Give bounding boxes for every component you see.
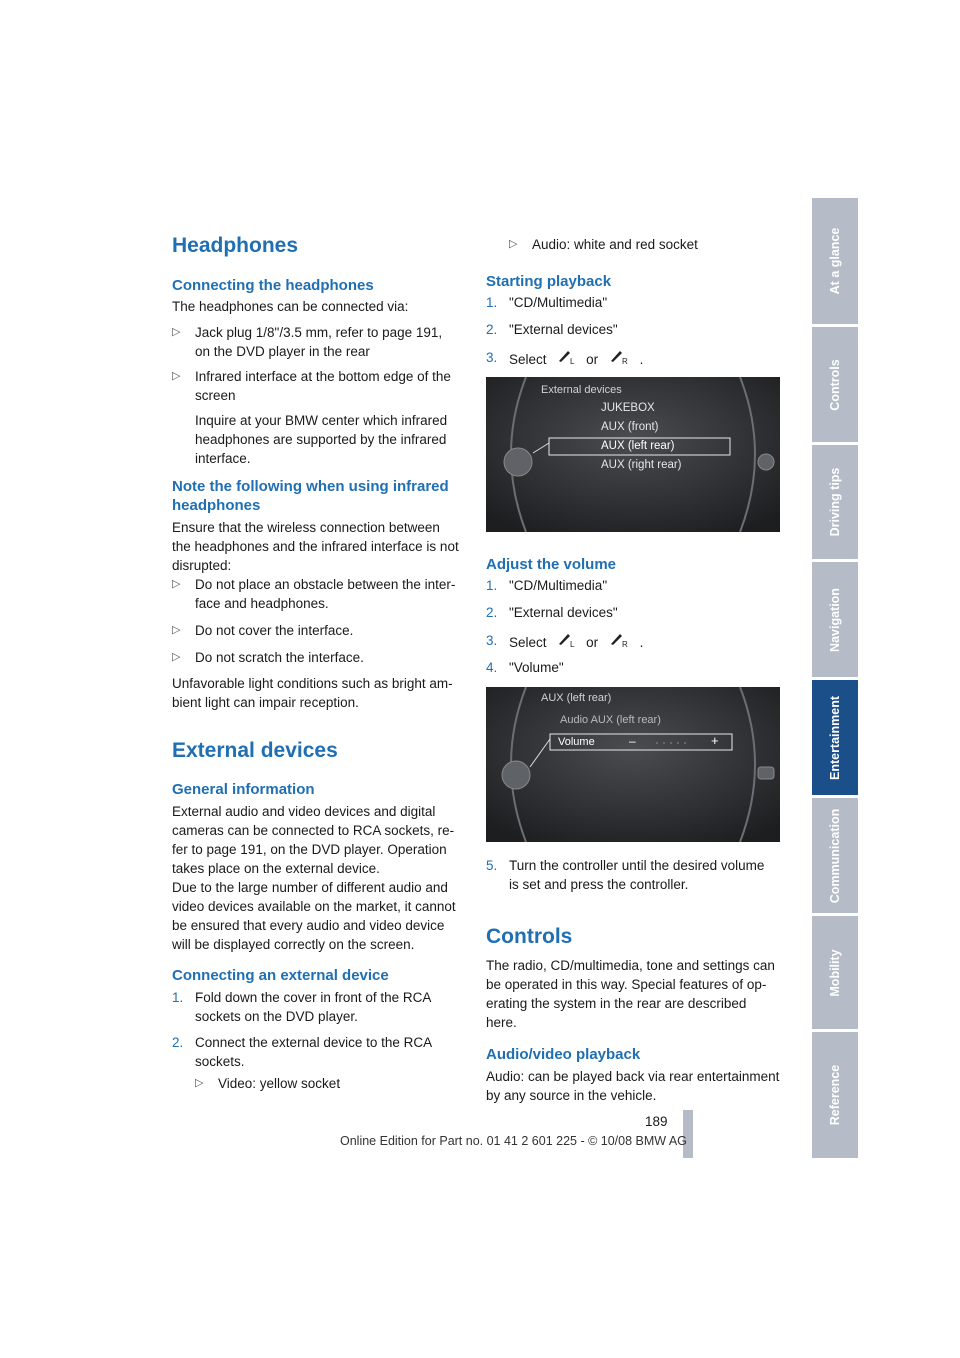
volume-step-4: 4. "Volume" <box>486 660 564 675</box>
heading-connecting-headphones: Connecting the headphones <box>172 277 374 294</box>
left-headphone-icon <box>556 631 578 652</box>
start-step-1: 1. "CD/Multimedia" <box>486 295 608 310</box>
heading-external-devices: External devices <box>172 739 338 762</box>
bullet-arrow-icon: ▷ <box>509 238 518 250</box>
idrive-screen-external-devices <box>486 377 780 532</box>
screen2-volume-label: Volume <box>558 736 595 748</box>
bullet-infrared: ▷ Infrared interface at the bottom edge of the screen Inquire at your BMW center which infrared headphones are supported by the infrared interface. <box>172 369 451 466</box>
step-2-connect-device: 2. Connect the external device to the RCA sockets. <box>172 1035 433 1069</box>
start-step-2: 2. "External devices" <box>486 322 618 337</box>
tab-at-a-glance[interactable]: At a glance <box>812 198 858 324</box>
tab-mobility[interactable]: Mobility <box>812 916 858 1029</box>
bullet-arrow-icon: ▷ <box>172 370 181 382</box>
bullet-jack-plug: ▷ Jack plug 1/8"/3.5 mm, refer to page 191, on the DVD player in the rear <box>172 325 443 359</box>
tab-controls[interactable]: Controls <box>812 327 858 442</box>
idrive-screen-volume <box>486 687 780 842</box>
text-ensure-wireless: Ensure that the wireless connection between the headphones and the infrared interface is not disrupted: <box>172 520 459 573</box>
text-controls-intro: The radio, CD/multimedia, tone and settings can be operated in this way. Special features of op- erating the system in the rear are described here. <box>486 958 775 1030</box>
left-headphone-icon <box>556 348 578 369</box>
bullet-arrow-icon: ▷ <box>172 326 181 338</box>
screen1-item-aux-front: AUX (front) <box>601 421 659 433</box>
volume-step-1: 1. "CD/Multimedia" <box>486 578 608 593</box>
heading-adjust-volume: Adjust the volume <box>486 556 617 573</box>
bullet-arrow-icon: ▷ <box>172 651 181 663</box>
svg-text:L: L <box>570 640 575 647</box>
screen1-item-aux-left-rear: AUX (left rear) <box>601 440 675 452</box>
bullet-obstacle: ▷ Do not place an obstacle between the inter- face and headphones. <box>172 577 456 611</box>
screen2-subtitle: Audio AUX (left rear) <box>560 714 661 726</box>
bullet-scratch: ▷ Do not scratch the interface. <box>172 650 364 665</box>
heading-connecting-external: Connecting an external device <box>172 967 389 984</box>
screen2-minus: – <box>629 734 636 748</box>
right-headphone-icon <box>608 348 630 369</box>
page-number: 189 <box>645 1114 668 1129</box>
bullet-cover: ▷ Do not cover the interface. <box>172 623 354 638</box>
bullet-arrow-icon: ▷ <box>172 624 181 636</box>
tab-entertainment[interactable]: Entertainment <box>812 680 858 795</box>
svg-text:L: L <box>570 357 575 364</box>
footer-edition: Online Edition for Part no. 01 41 2 601 225 - © 10/08 BMW AG <box>340 1134 687 1148</box>
screen2-title: AUX (left rear) <box>541 692 612 704</box>
svg-text:R: R <box>621 357 628 364</box>
screen1-title: External devices <box>541 384 622 396</box>
tab-reference[interactable]: Reference <box>812 1032 858 1158</box>
text-general-info: External audio and video devices and digital cameras can be connected to RCA sockets, re- fer to page 191, on the DVD player. Operation takes place on the external device. <box>172 804 455 876</box>
screen2-plus: + <box>711 733 719 748</box>
heading-headphones: Headphones <box>172 234 299 257</box>
heading-starting-playback: Starting playback <box>486 273 612 290</box>
start-step-3: 3. Select L or R . <box>486 350 644 367</box>
volume-step-3: 3. Select L or R . <box>486 633 644 650</box>
screen1-item-aux-right-rear: AUX (right rear) <box>601 459 682 471</box>
heading-controls: Controls <box>486 925 573 948</box>
heading-audio-video-playback: Audio/video playback <box>486 1046 641 1063</box>
sub-bullet-audio: ▷ Audio: white and red socket <box>509 237 698 252</box>
volume-step-5: 5. Turn the controller until the desired volume is set and press the controller. <box>486 858 765 892</box>
heading-general-information: General information <box>172 781 315 798</box>
svg-text:R: R <box>621 640 628 647</box>
step-1-fold-cover: 1. Fold down the cover in front of the RCA sockets on the DVD player. <box>172 990 432 1024</box>
tab-navigation[interactable]: Navigation <box>812 562 858 677</box>
text-connected-via: The headphones can be connected via: <box>172 299 409 314</box>
tab-driving-tips[interactable]: Driving tips <box>812 445 858 559</box>
heading-note-infrared: Note the following when using infrared headphones <box>172 478 449 514</box>
bullet-arrow-icon: ▷ <box>172 578 181 590</box>
bullet-arrow-icon: ▷ <box>195 1077 204 1089</box>
text-audio-playback: Audio: can be played back via rear entertainment by any source in the vehicle. <box>486 1069 780 1103</box>
text-unfavorable-light: Unfavorable light conditions such as bright am- bient light can impair reception. <box>172 676 453 710</box>
right-headphone-icon <box>608 631 630 652</box>
text-due-to-devices: Due to the large number of different audio and video devices available on the market, it cannot be ensured that every audio and video device will be displayed correctly on the screen. <box>172 880 456 952</box>
volume-step-2: 2. "External devices" <box>486 605 618 620</box>
tab-communication[interactable]: Communication <box>812 798 858 913</box>
screen1-item-jukebox: JUKEBOX <box>601 402 655 414</box>
sub-bullet-video: ▷ Video: yellow socket <box>195 1076 341 1091</box>
